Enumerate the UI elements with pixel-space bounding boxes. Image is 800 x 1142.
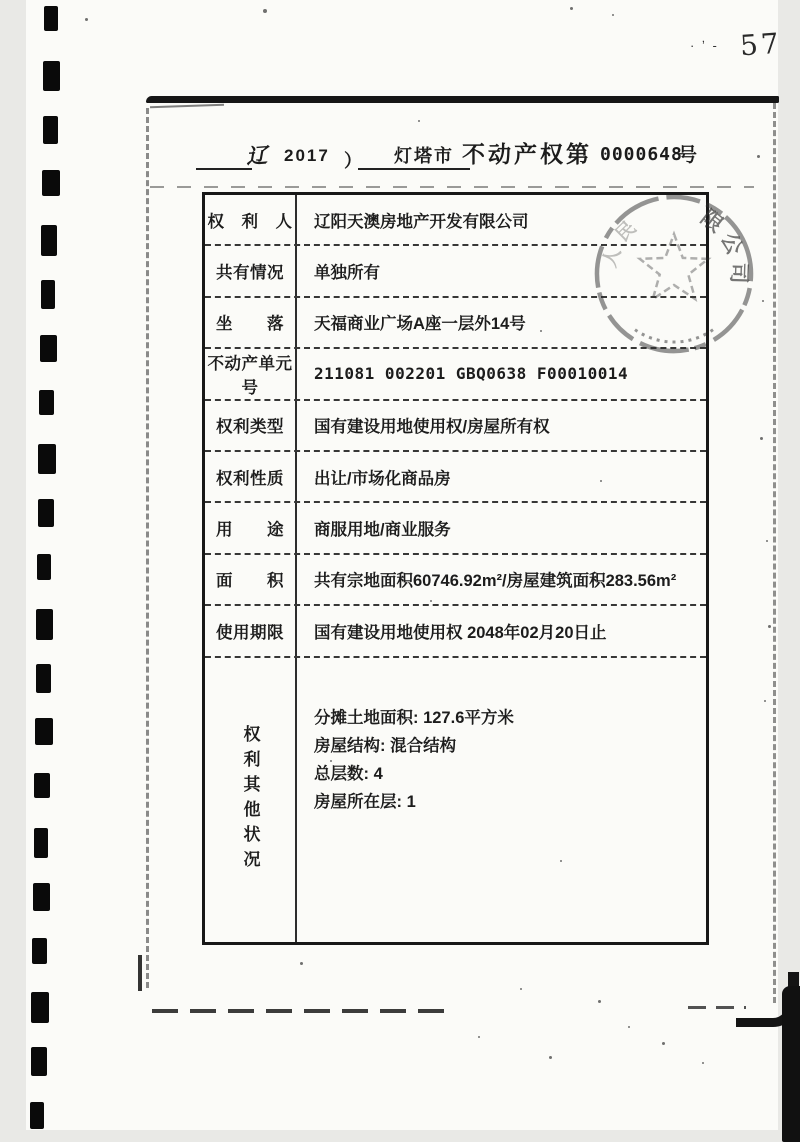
speckle bbox=[757, 155, 760, 158]
binding-hole bbox=[31, 992, 49, 1023]
binding-hole bbox=[33, 883, 50, 911]
row-label: 权利类型 bbox=[205, 401, 297, 450]
table-row bbox=[205, 503, 706, 554]
table-row bbox=[205, 606, 706, 657]
star-icon bbox=[640, 234, 708, 299]
page-border-top bbox=[146, 96, 779, 103]
header-blank-underline-2 bbox=[358, 168, 470, 170]
binding-hole bbox=[34, 828, 48, 858]
speckle bbox=[768, 625, 771, 628]
speckle bbox=[628, 1026, 630, 1028]
speckle bbox=[570, 7, 573, 10]
binding-hole bbox=[41, 225, 57, 256]
row-value: 国有建设用地使用权 2048年02月20日止 bbox=[314, 623, 607, 642]
row-label: 用 途 bbox=[205, 503, 297, 552]
binding-hole bbox=[37, 554, 51, 580]
row-label-vertical: 权利其他状况 bbox=[205, 658, 297, 942]
page-border-left bbox=[146, 108, 149, 988]
speckle bbox=[540, 330, 542, 332]
scan-edge-tick bbox=[138, 955, 142, 991]
binding-hole bbox=[41, 280, 55, 309]
header-province: 辽 bbox=[245, 144, 268, 169]
binding-hole bbox=[43, 61, 60, 91]
seal-bottom-dots bbox=[635, 330, 713, 342]
row-label: 使用期限 bbox=[205, 606, 297, 655]
header-year: 2017 bbox=[284, 146, 330, 165]
speckle bbox=[560, 860, 562, 862]
speckle bbox=[762, 300, 764, 302]
binding-hole bbox=[39, 390, 54, 415]
page-border-right bbox=[773, 103, 776, 1003]
other-rights-line: 分摊土地面积: 127.6平方米 bbox=[314, 708, 514, 727]
scan-crease-line bbox=[150, 186, 754, 188]
speckle bbox=[263, 9, 267, 13]
row-label: 坐 落 bbox=[205, 298, 297, 347]
speckle bbox=[430, 600, 432, 602]
binding-hole bbox=[32, 938, 47, 964]
other-rights-line: 房屋所在层: 1 bbox=[314, 792, 416, 811]
row-value: 商服用地/商业服务 bbox=[314, 521, 451, 540]
table-row bbox=[205, 555, 706, 606]
binding-hole bbox=[34, 773, 50, 798]
seal-ring-text-faint: 人民 bbox=[599, 211, 647, 271]
binding-hole bbox=[44, 6, 58, 31]
row-value: 辽阳天澳房地产开发有限公司 bbox=[314, 212, 529, 231]
other-rights-line: 房屋结构: 混合结构 bbox=[314, 736, 457, 755]
other-rights-line: 总层数: 4 bbox=[314, 764, 383, 783]
seal-stamp bbox=[590, 190, 758, 358]
speckle bbox=[478, 1036, 480, 1038]
binding-hole bbox=[38, 499, 54, 527]
speckle bbox=[766, 540, 768, 542]
row-value: 国有建设用地使用权/房屋所有权 bbox=[314, 418, 550, 437]
binding-hole bbox=[43, 116, 58, 144]
page-border-bottom bbox=[152, 1009, 444, 1013]
header-title: 不动产权第 bbox=[462, 141, 592, 167]
row-value: 天福商业广场A座一层外14号 bbox=[314, 315, 526, 334]
row-label: 权利性质 bbox=[205, 452, 297, 501]
row-label: 面 积 bbox=[205, 555, 297, 604]
header-blank-underline-1 bbox=[196, 168, 252, 170]
svg-text:限公司 bbox=[696, 206, 750, 290]
table-row-other-rights bbox=[205, 658, 706, 942]
binding-hole bbox=[36, 664, 51, 693]
header-number-suffix: 号 bbox=[678, 145, 698, 166]
ink-marks: · ʼ ‐ bbox=[690, 38, 719, 53]
table-row bbox=[205, 401, 706, 452]
seal-ring-text: 限公司 bbox=[696, 205, 751, 290]
row-value: 出让/市场化商品房 bbox=[314, 469, 451, 488]
speckle bbox=[330, 760, 332, 762]
speckle bbox=[549, 1056, 552, 1059]
header-close-paren: ） bbox=[344, 151, 362, 171]
speckle bbox=[85, 18, 88, 21]
speckle bbox=[662, 1042, 665, 1045]
binding-hole bbox=[42, 170, 60, 196]
row-label: 权 利 人 bbox=[205, 195, 297, 244]
speckle bbox=[600, 480, 602, 482]
table-row bbox=[205, 452, 706, 503]
page-number: 57 bbox=[738, 26, 783, 63]
binding-hole bbox=[31, 1047, 47, 1076]
speckle bbox=[764, 700, 766, 702]
binding-hole bbox=[40, 335, 57, 362]
speckle bbox=[598, 1000, 601, 1003]
speckle bbox=[418, 120, 420, 122]
other-rights-content bbox=[297, 658, 706, 942]
speckle bbox=[520, 988, 522, 990]
row-value: 共有宗地面积60746.92m²/房屋建筑面积283.56m² bbox=[314, 572, 677, 591]
speckle bbox=[612, 14, 614, 16]
speckle bbox=[760, 437, 763, 440]
scan-edge-bar bbox=[782, 986, 800, 1142]
header-cert-number: 0000648 bbox=[600, 144, 683, 165]
row-label: 不动产单元号 bbox=[205, 349, 297, 398]
header-city: 灯塔市 bbox=[394, 146, 454, 166]
binding-hole bbox=[30, 1102, 44, 1129]
speckle bbox=[300, 962, 303, 965]
binding-hole bbox=[36, 609, 53, 640]
row-label: 共有情况 bbox=[205, 246, 297, 295]
svg-text:人民 bbox=[599, 211, 647, 270]
binding-hole bbox=[35, 718, 53, 745]
row-value: 单独所有 bbox=[314, 264, 380, 283]
speckle bbox=[702, 1062, 704, 1064]
binding-hole bbox=[38, 444, 56, 474]
row-value: 211081 002201 GBQ0638 F00010014 bbox=[314, 364, 629, 384]
